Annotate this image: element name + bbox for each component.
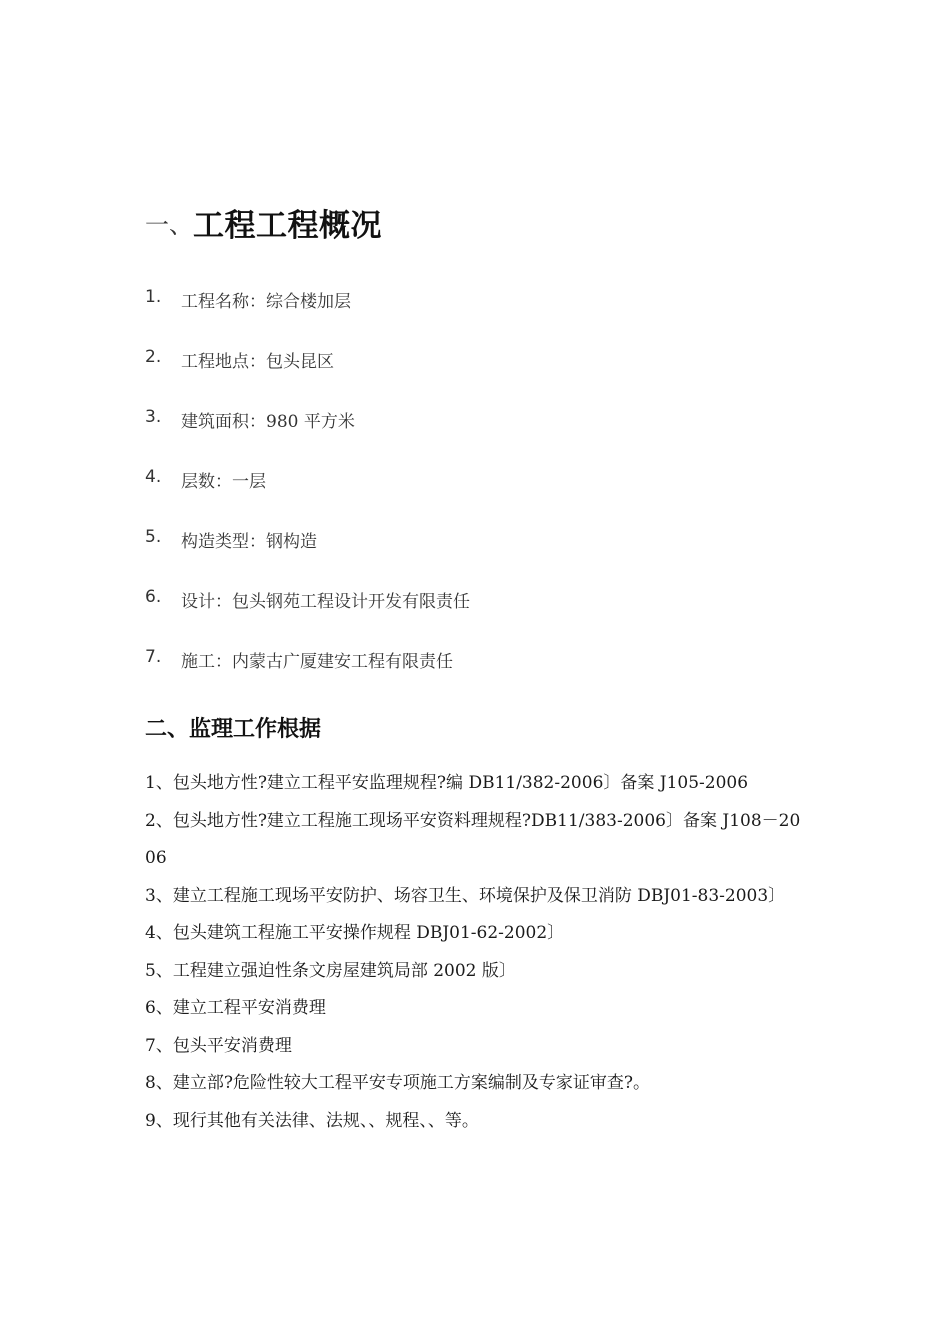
- list-item-number: 6.: [145, 587, 162, 607]
- list-item-text: 设计：包头钢苑工程设计开发有限责任: [181, 592, 470, 612]
- list-item: 5、工程建立强迫性条文房屋建筑局部 2002 版〕: [145, 960, 516, 981]
- list-item: 1、包头地方性?建立工程平安监理规程?编 DB11/382-2006〕备案 J105-2006: [145, 773, 749, 793]
- list-item-text: 建筑面积：980 平方米: [181, 412, 355, 432]
- supervision-basis-list: [145, 765, 805, 1140]
- list-item: 7、包头平安消费理: [145, 1035, 292, 1056]
- list-item: 2、包头地方性?建立工程施工现场平安资料理规程?DB11/383-2006〕备案 J108－2006: [145, 810, 801, 868]
- list-item-text: 工程名称：综合楼加层: [181, 292, 351, 312]
- list-item-number: 3.: [145, 407, 162, 427]
- list-item: 4、包头建筑工程施工平安操作规程 DBJ01-62-2002〕: [145, 923, 565, 943]
- list-item-number: 1.: [145, 287, 162, 307]
- list-item-number: 5.: [145, 527, 162, 547]
- section1-heading: [145, 198, 382, 246]
- list-item-text: 构造类型：钢构造: [181, 532, 317, 552]
- section1-title: 工程工程概况: [193, 207, 382, 244]
- list-item-number: 7.: [145, 647, 162, 667]
- section2-title: 二、监理工作根据: [145, 717, 322, 742]
- list-item: 6、建立工程平安消费理: [145, 998, 326, 1018]
- list-item: 8、建立部?危险性较大工程平安专项施工方案编制及专家证审查?。: [145, 1073, 651, 1093]
- section1-number: 一、: [145, 210, 193, 239]
- list-item-text: 层数：一层: [181, 472, 266, 492]
- list-item: [145, 403, 845, 463]
- list-item-number: 2.: [145, 347, 162, 367]
- project-overview-list: [145, 283, 845, 703]
- list-item: [145, 643, 845, 703]
- list-item: 3、建立工程施工现场平安防护、场容卫生、环境保护及保卫消防 DBJ01-83-2003〕: [145, 885, 786, 906]
- list-item: [145, 583, 845, 643]
- list-item: 9、现行其他有关法律、法规、、规程、、等。: [145, 1110, 479, 1131]
- list-item: [145, 283, 845, 343]
- list-item: [145, 463, 845, 523]
- list-item: [145, 523, 845, 583]
- list-item-number: 4.: [145, 467, 162, 487]
- list-item-text: 工程地点：包头昆区: [181, 352, 334, 372]
- list-item: [145, 343, 845, 403]
- list-item-text: 施工：内蒙古广厦建安工程有限责任: [181, 652, 453, 672]
